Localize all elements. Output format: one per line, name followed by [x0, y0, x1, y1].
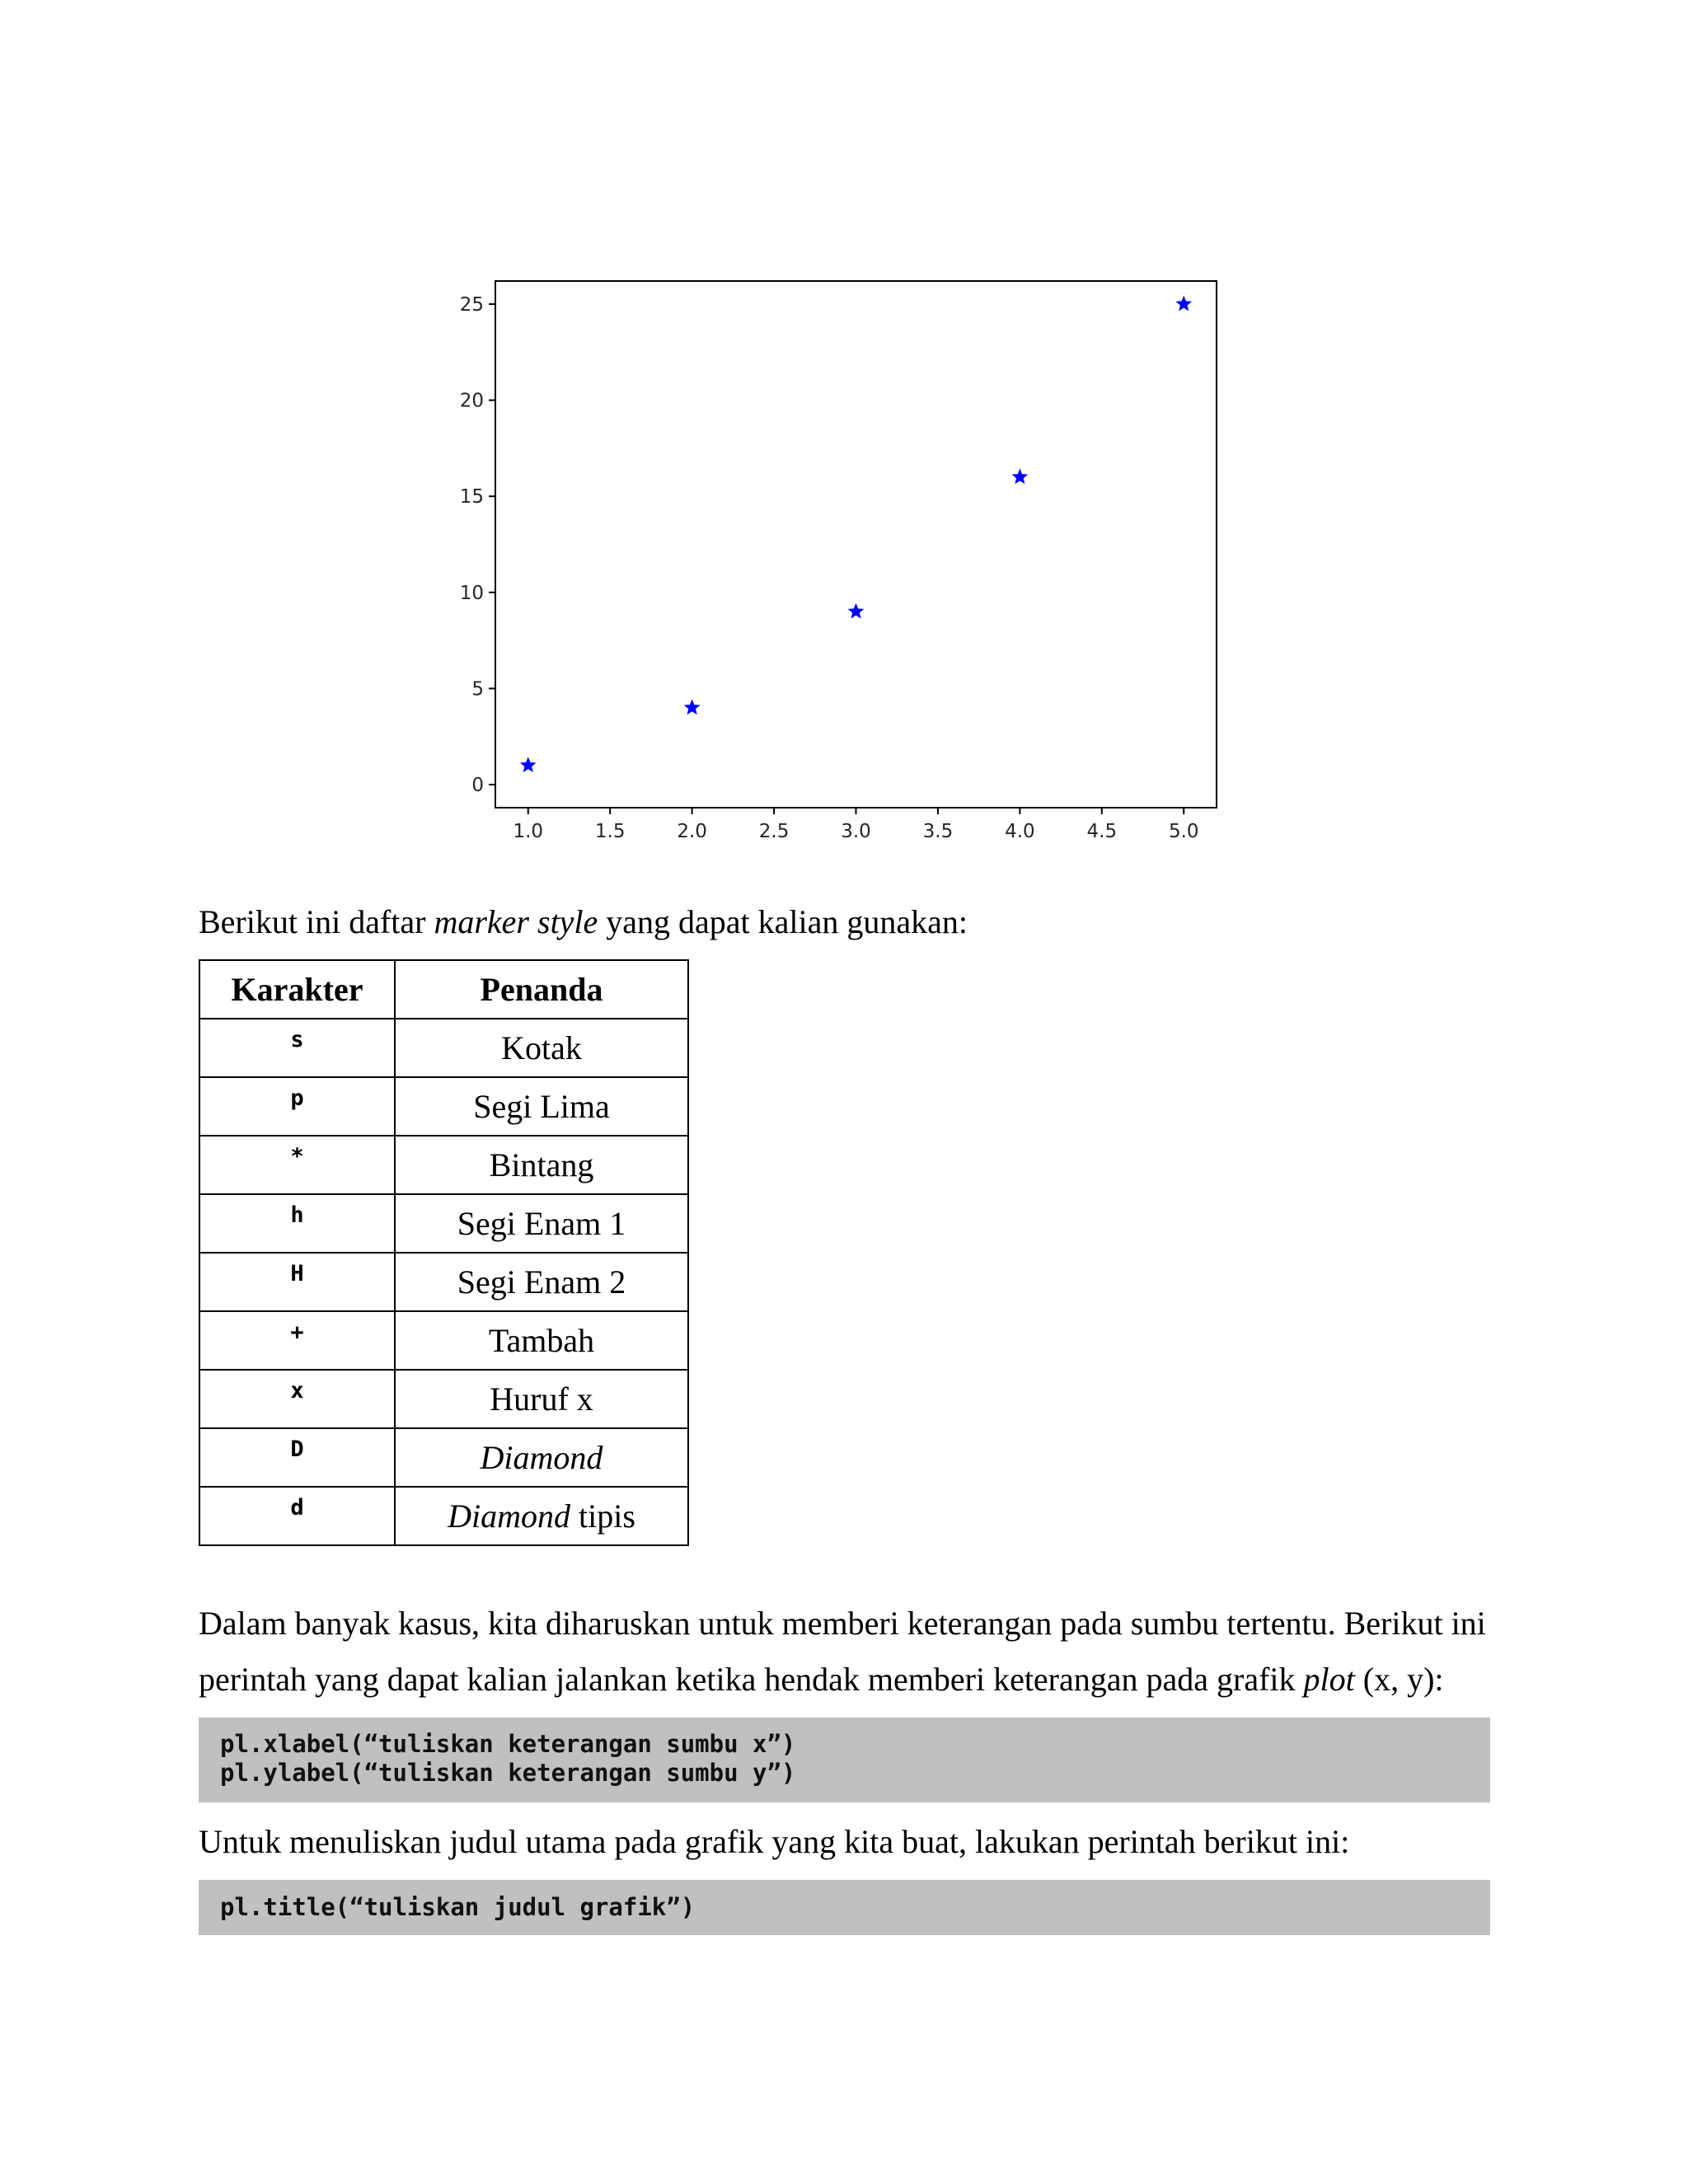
table-row [199, 1253, 688, 1311]
data-point-star [521, 758, 535, 771]
y-tick-label: 25 [459, 293, 484, 316]
marker-char: H [199, 1253, 395, 1311]
marker-char: p [199, 1077, 395, 1136]
y-tick-label: 10 [459, 582, 484, 604]
data-point-star [849, 604, 863, 617]
paragraph-emphasis: plot [1303, 1661, 1355, 1698]
axis-label-paragraph-line1 [199, 1595, 1486, 1652]
code-line: pl.title(“tuliskan judul grafik”) [220, 1893, 696, 1921]
marker-char: D [199, 1428, 395, 1487]
table-row [199, 1019, 688, 1077]
marker-char: h [199, 1194, 395, 1253]
table-row [199, 1136, 688, 1194]
data-point-star [1013, 470, 1027, 483]
x-tick-label: 4.0 [1005, 821, 1035, 842]
table-row [199, 1311, 688, 1370]
y-tick-label: 20 [459, 390, 484, 412]
marker-label [395, 1428, 688, 1487]
marker-label: Segi Lima [395, 1077, 688, 1136]
marker-label: Kotak [395, 1019, 688, 1077]
marker-char: * [199, 1136, 395, 1194]
marker-label-italic: Diamond [480, 1439, 603, 1476]
scatter-chart [429, 264, 1253, 865]
marker-char: + [199, 1311, 395, 1370]
data-point-star [1177, 297, 1191, 310]
x-tick-label: 3.5 [922, 821, 954, 842]
y-tick-label: 5 [471, 678, 484, 701]
x-tick-label: 1.0 [513, 821, 544, 842]
paragraph-text: Untuk menuliskan judul utama pada grafik yang kita buat, lakukan perintah berikut ini: [199, 1823, 1350, 1860]
table-row [199, 1487, 688, 1545]
marker-label-italic: Diamond [448, 1497, 570, 1535]
plot-frame [495, 281, 1217, 808]
marker-char: x [199, 1370, 395, 1428]
intro-text-end: yang dapat kalian gunakan: [598, 903, 968, 940]
code-block-title [199, 1880, 1490, 1935]
x-tick-label: 3.0 [841, 821, 871, 842]
header-karakter: Karakter [199, 960, 395, 1019]
marker-label: Huruf x [395, 1370, 688, 1428]
table-row [199, 1077, 688, 1136]
paragraph-text: Dalam banyak kasus, kita diharuskan untuk memberi keterangan pada sumbu tertentu. Berikut ini [199, 1605, 1486, 1642]
table-row [199, 1194, 688, 1253]
marker-label-rest: tipis [570, 1497, 635, 1535]
x-tick-label: 2.5 [758, 821, 790, 842]
data-point-star [685, 701, 699, 714]
axis-label-paragraph-line2 [199, 1651, 1444, 1708]
marker-char: d [199, 1487, 395, 1545]
code-line: pl.xlabel(“tuliskan keterangan sumbu x”) [220, 1730, 796, 1758]
intro-paragraph [199, 893, 968, 951]
header-penanda: Penanda [395, 960, 688, 1019]
code-block-axis-labels [199, 1718, 1490, 1802]
y-tick-label: 15 [459, 486, 484, 509]
paragraph-text-end: (x, y): [1354, 1661, 1444, 1698]
marker-char: s [199, 1019, 395, 1077]
x-tick-label: 2.0 [677, 821, 707, 842]
intro-emphasis: marker style [434, 903, 598, 940]
code-line: pl.ylabel(“tuliskan keterangan sumbu y”) [220, 1759, 796, 1787]
marker-style-table [199, 959, 689, 1546]
y-axis [460, 294, 495, 796]
marker-label: Segi Enam 2 [395, 1253, 688, 1311]
table-row [199, 1428, 688, 1487]
intro-text: Berikut ini daftar [199, 903, 434, 940]
x-tick-label: 4.5 [1086, 821, 1118, 842]
x-tick-label: 1.5 [594, 821, 626, 842]
marker-label [395, 1487, 688, 1545]
marker-label: Tambah [395, 1311, 688, 1370]
y-tick-label: 0 [471, 775, 484, 797]
data-points [521, 297, 1191, 771]
marker-label: Segi Enam 1 [395, 1194, 688, 1253]
x-axis [513, 808, 1198, 842]
table-row [199, 1370, 688, 1428]
table-header-row [199, 960, 688, 1019]
marker-label: Bintang [395, 1136, 688, 1194]
title-paragraph [199, 1813, 1349, 1871]
paragraph-text: perintah yang dapat kalian jalankan ketika hendak memberi keterangan pada grafik [199, 1661, 1304, 1698]
x-tick-label: 5.0 [1168, 821, 1199, 842]
